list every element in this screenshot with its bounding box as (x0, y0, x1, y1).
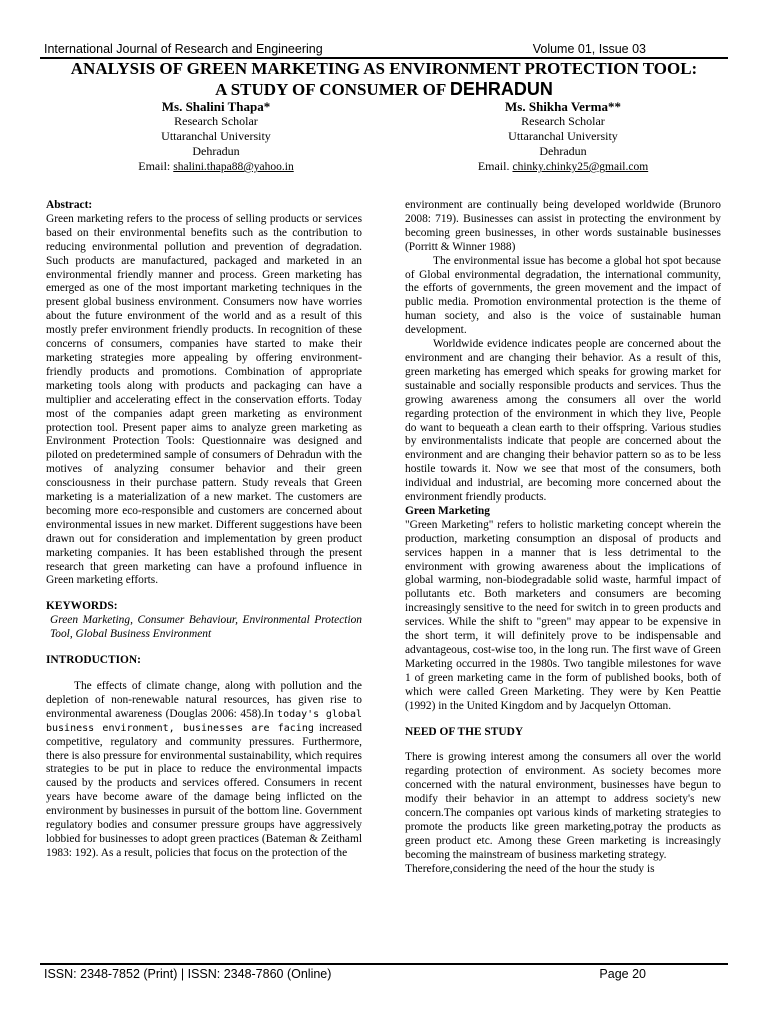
email-link[interactable]: shalini.thapa88@yahoo.in (173, 161, 294, 173)
green-marketing-text: "Green Marketing" refers to holistic marketing concept wherein the production, marketing consumption an disposal of products and services happen in a manner that is less detrimental to the environment with growing awareness about the implications of global warming, non-biodegradable solid waste, harmful impact of pollutants etc. Both marketers and consumers are becoming increasingly sensitive to the need for switch in to green products and services. While the shift to "green" may appear to be expensive in the short term, it will definitely prove to be indispensable and advantageous, cost-wise too, in the long run. The first wave of Green Marketing occurred in the 1980s. Two tangible milestones for wave 1 of green marketing came in the form of published books, both of which were called Green Marketing. They were by Ken Peattie (1992) in the United Kingdom and by Jacquelyn Ottoman. (405, 518, 721, 712)
title-line-2: A STUDY OF CONSUMER OF DEHRADUN (215, 79, 553, 99)
volume-issue: Volume 01, Issue 03 (532, 42, 646, 56)
need-of-study-text: There is growing interest among the consumers all over the world regarding protection of environment. As society becomes more concerned with the natural environment, businesses have begun to modify their behavior in an attempt to address society's new concern.The companies opt various kinds of marketing strategies to promote the products like green marketing,potray the products as green product etc. Among these Green marketing is increasingly becoming the mainstream of business marketing strategy. (405, 751, 721, 861)
left-column (46, 199, 362, 861)
need-of-study-heading: NEED OF THE STUDY (405, 725, 524, 738)
keywords-heading: KEYWORDS: (46, 600, 118, 613)
title-line-1: ANALYSIS OF GREEN MARKETING AS ENVIRONMENT PROTECTION TOOL: (70, 59, 698, 78)
paragraph: Worldwide evidence indicates people are concerned about the environment and are changing their behavior. As a result of this, green marketing has emerged which speaks for growing market for sustainable and socially responsible products and services. Thus the growing awareness among the consumers all over the world regarding protection of the environment in which they live, People do want to bequeath a clean earth to their offspring. Various studies by environmentalists indicate that people are concerned about the environment and are changing their behavior pattern so as to be less hostile towards it. Now we see that most of the consumers, both individual and industrial, are becoming more concerned about the environment friendly products. (405, 338, 721, 504)
introduction-text: The effects of climate change, along with pollution and the depletion of non-renewable natural resources, has given rise to environmental awareness (Douglas 2006: 458).In today's global business environment, businesses are facing increased competitive, regulatory and community pressures. Furthermore, there is also pressure for environmental sustainability, which requires strategies to be put in place to reduce the environmental impacts caused by the products and services offered. Consumers in recent years have become aware of the damage being inflicted on the environment by businesses in pursuit of the bottom line. Government regulatory bodies and consumer pressure groups have aggressively lobbied for businesses to adopt green practices (Bateman & Zeithaml 1983: 192). As a result, policies that focus on the protection of the (46, 680, 362, 859)
issn: ISSN: 2348-7852 (Print) | ISSN: 2348-7860 (Online) (44, 967, 332, 981)
footer-divider (40, 963, 728, 965)
author-email: Email: shalini.thapa88@yahoo.in (138, 159, 294, 173)
keywords-text: Green Marketing, Consumer Behaviour, Environmental Protection Tool, Global Business Environment (50, 614, 362, 641)
page-number: Page 20 (599, 967, 646, 981)
author-block-2 (433, 99, 693, 175)
paper-title (20, 59, 748, 100)
paragraph: The environmental issue has become a global hot spot because of Global environmental degradation, the international community, the efforts of governments, the green movement and the impact of public media. Promotion environmental protection is the theme of human society, and also is the voice of sustainable human development. (405, 254, 721, 337)
journal-name: International Journal of Research and Engineering (44, 42, 323, 56)
paragraph: environment are continually being developed worldwide (Brunoro 2008: 719). Businesses can assist in protecting the environment by becoming green businesses, in other words sustainable businesses (Porritt & Winner 1988) (405, 199, 721, 253)
author-role: Research Scholar (174, 114, 258, 128)
author-block-1 (86, 99, 346, 175)
running-header (44, 42, 646, 58)
author-name: Ms. Shalini Thapa* (161, 99, 271, 114)
abstract-text: Green marketing refers to the process of selling products or services based on their environmental benefits such as the contribution to reducing environmental pollution and prevention of degradation. Such products are manufactured, packaged and marketed in an environmental friendly manner and process. Green marketing has emerged as one of the most important marketing techniques in the present global business environment. Consumers now have worries about the future environment of the world and as a result of this mostly prefer environment friendly products. In recognition of these concerns of consumers, companies have started to make their marketing strategies more appealing by offering environment-friendly products and promotions. Combination of appropriate marketing tools along with products and packaging can have a multiplier and accelerating effect in the conservation efforts. Today most of the companies adapt green marketing as environment protection tool. Present paper aims to analyze green marketing as Environment Protection Tools: Questionnaire was designed and piloted on predetermined sample of consumers of Dehradun with the motives of analyzing consumer behavior and their green consciousness in their purchase pattern. Study reveals that Green marketing is a materialization of a new market. The customers are becoming more eco-responsible and customers are concerned about environmental issues in new market. Different suggestions have been drawn out for consideration and implementation by green product marketing companies. It has been established through the present research that green marketing can have a profound influence in Green marketing efforts. (46, 212, 362, 587)
author-city: Dehradun (539, 144, 587, 158)
author-email: Email. chinky.chinky25@gmail.com (477, 159, 649, 173)
abstract-heading: Abstract: (46, 199, 93, 211)
author-name: Ms. Shikha Verma** (505, 99, 621, 114)
email-link[interactable]: chinky.chinky25@gmail.com (512, 161, 649, 173)
author-city: Dehradun (192, 144, 240, 158)
author-role: Research Scholar (521, 114, 605, 128)
need-of-study-continued: Therefore,considering the need of the hour the study is (405, 862, 655, 875)
right-column (405, 199, 721, 877)
author-university: Uttaranchal University (508, 129, 618, 143)
introduction-heading: INTRODUCTION: (46, 654, 141, 667)
green-marketing-heading: Green Marketing (405, 504, 490, 517)
author-university: Uttaranchal University (161, 129, 271, 143)
running-footer (44, 967, 646, 983)
